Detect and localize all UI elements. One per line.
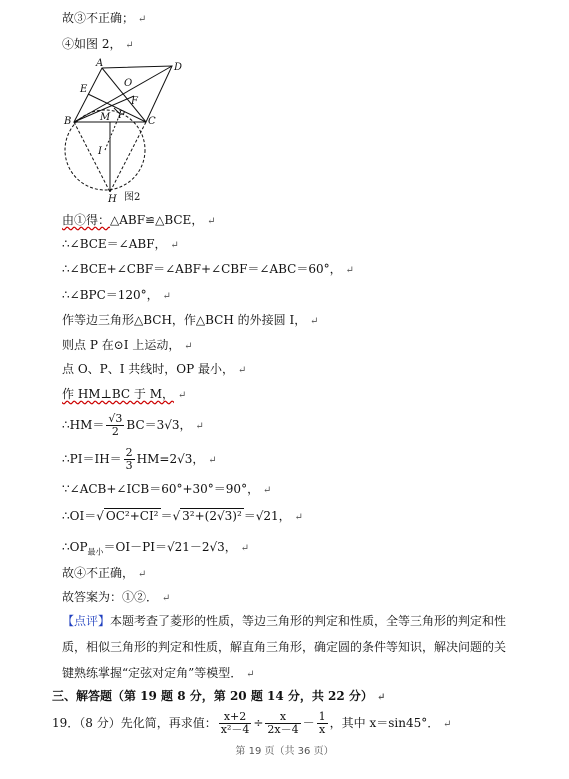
label-d: D: [174, 62, 183, 73]
formula-part: BC＝3√3，: [126, 418, 192, 432]
fraction-denominator: x²－4: [220, 723, 250, 736]
line-text: ∴∠BPC＝120°，: [62, 288, 159, 302]
radicand: OC²+CI²: [105, 509, 159, 523]
question-text: 19．（8 分）先化简，再求值：: [52, 716, 217, 730]
formula-line: $\therefore OP_{最小}=OI-PI=√21-2√3$， ↵: [62, 540, 249, 557]
line-text: ∴∠BCE+∠CBF＝∠ABF+∠CBF＝∠ABC＝60°，: [62, 262, 342, 276]
fraction: [124, 447, 135, 472]
text-line: ∵∠ACB+∠ICB＝60°+30°＝90°， ↵: [62, 482, 272, 496]
label-f: F: [131, 96, 138, 107]
line-text: ∴∠BCE＝∠ABF，: [62, 237, 167, 251]
text-line: 则点 P 在⊙I 上运动， ↵: [62, 338, 193, 352]
fraction-numerator: 2: [125, 446, 133, 459]
line-text: 则点 P 在⊙I 上运动，: [62, 338, 181, 352]
label-b: B: [64, 116, 72, 127]
fraction-numerator: x: [265, 711, 300, 724]
text-line: 作等边三角形△BCH，作△BCH 的外接圆 I， ↵: [62, 313, 319, 327]
line-text: 作等边三角形△BCH，作△BCH 的外接圆 I，: [62, 313, 307, 327]
formula-line: ∴HM＝ $\frac{√3}{2}$ BC＝3√3， ↵: [62, 412, 204, 438]
label-e: E: [80, 84, 88, 95]
formula-part: ＝: [160, 509, 173, 523]
line-text: 故答案为：①②．: [62, 590, 159, 604]
fraction-numerator: x+2: [219, 711, 252, 724]
radicand: 3²+(2√3)²: [182, 509, 242, 523]
fraction: [317, 711, 328, 736]
line-text: ∵∠ACB+∠ICB＝60°+30°＝90°，: [62, 482, 260, 496]
line-text: ④如图 2，: [62, 37, 122, 51]
comment-body: 本题考查了菱形的性质，等边三角形的判定和性质，全等三角形的判定和性质，相似三角形的判定和性质，解直角三角形，确定圆的条件等知识，解决问题的关键熟练掌握“定弦对定角”等模型．: [62, 614, 507, 680]
formula-line: ∴PI＝IH＝ $\frac{2}{3}$ HM=2√3， ↵: [62, 446, 217, 472]
fraction-denominator: x: [319, 723, 326, 736]
fraction: [219, 711, 252, 736]
text-line: ∴∠BCE＝∠ABF， ↵: [62, 237, 179, 251]
line-text: 作 HM⊥BC 于 M，: [62, 387, 174, 401]
text-line: 故③不正确； ↵: [62, 11, 147, 25]
fraction: [106, 413, 124, 438]
text-line: 故④不正确， ↵: [62, 566, 147, 580]
text-line: 由①得：△ABF≌△BCE， ↵: [62, 213, 216, 227]
formula-part: ＝√21，: [243, 509, 291, 523]
formula-part: ∴PI＝IH＝: [62, 452, 122, 466]
formula-part: ∴OI＝: [62, 509, 97, 523]
line-text: 故③不正确；: [62, 11, 135, 25]
text-line: 作 HM⊥BC 于 M， ↵: [62, 387, 187, 401]
fraction-denominator: 3: [125, 459, 133, 472]
label-i: I: [98, 146, 102, 157]
fraction-numerator: 1: [318, 710, 326, 723]
section-text: 三、解答题（第 19 题 8 分，第 20 题 14 分，共 22 分）: [52, 689, 373, 703]
comment-paragraph: 【点评】本题考查了菱形的性质，等边三角形的判定和性质，全等三角形的判定和性质，相似三角形的判定和性质，解直角三角形，确定圆的条件等知识，解决问题的关键熟练掌握“定弦对定角”等模型． ↵: [62, 614, 507, 680]
text-line: ∴∠BPC＝120°， ↵: [62, 288, 171, 302]
formula-line: ∴OI＝√ OC²+CI² ＝√ 3²+(2√3)² ＝√21， ↵: [62, 509, 303, 523]
label-c: C: [148, 116, 156, 127]
question-text: ，其中 x＝sin45°．: [329, 716, 440, 730]
section-heading: 三、解答题（第 19 题 8 分，第 20 题 14 分，共 22 分） ↵: [52, 689, 386, 703]
formula-part: ＝OI－PI＝√21－2√3，: [103, 540, 237, 554]
label-m: M: [100, 112, 111, 123]
line-text: 故④不正确，: [62, 566, 135, 580]
fraction: [265, 711, 300, 736]
label-o: O: [124, 78, 133, 89]
formula-part: ∴HM＝: [62, 418, 105, 432]
formula-part: HM=2√3，: [136, 452, 205, 466]
label-h: H: [108, 194, 117, 205]
operator: ÷: [253, 716, 264, 730]
comment-tag: 【点评】: [62, 614, 111, 628]
text-line: 点 O、P、I 共线时，OP 最小， ↵: [62, 362, 247, 376]
line-text: 点 O、P、I 共线时，OP 最小，: [62, 362, 235, 376]
question-line: 19．（8 分）先化简，再求值： $\frac{x+2}{\text{x²－4}}$ ÷ $\frac{x}{2x-4}$ － $\frac{1}{x}$ ，其中 x＝sin45°． ↵: [52, 710, 452, 736]
text-line: ∴∠BCE+∠CBF＝∠ABF+∠CBF＝∠ABC＝60°， ↵: [62, 262, 354, 276]
page-footer: 第 19 页（共 36 页）: [235, 746, 334, 757]
formula-part: ∴OP: [62, 540, 88, 554]
geometry-figure: [58, 56, 198, 206]
text-line: ④如图 2， ↵: [62, 37, 134, 51]
figure-caption: 图2: [124, 192, 141, 203]
fraction-denominator: 2: [111, 425, 119, 438]
label-a: A: [96, 58, 104, 69]
subscript: 最小: [87, 547, 104, 557]
fraction-denominator: 2x－4: [267, 723, 299, 736]
line-text: 由①得：: [62, 213, 111, 227]
operator: －: [302, 716, 315, 730]
text-line: 故答案为：①②． ↵: [62, 590, 171, 604]
fraction-numerator: √3: [108, 412, 123, 425]
line-text: △ABF≌△BCE，: [110, 213, 204, 227]
label-p: P: [118, 110, 125, 121]
